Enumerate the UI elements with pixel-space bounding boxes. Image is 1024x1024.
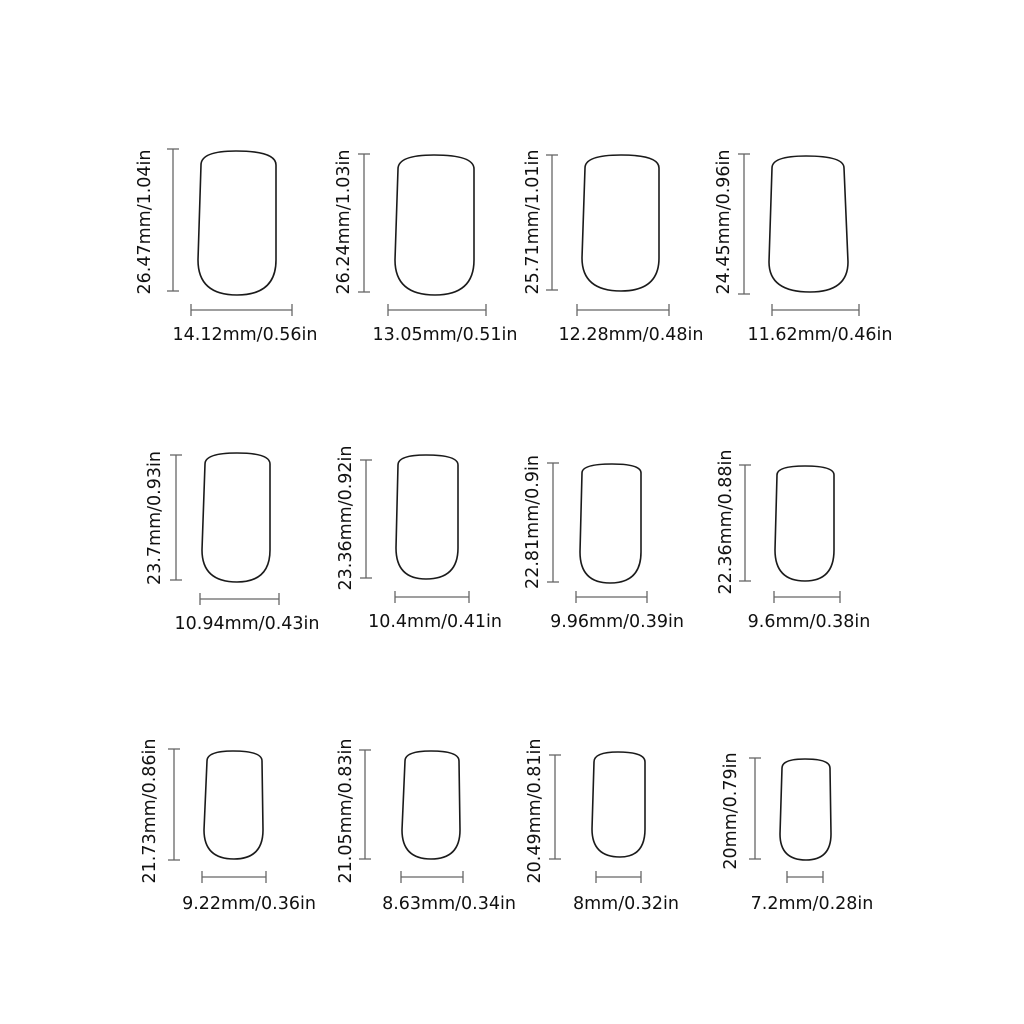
height-label: 26.24mm/1.03in: [334, 149, 354, 295]
width-dimension-line: [388, 304, 486, 316]
height-label: 23.36mm/0.92in: [336, 445, 356, 591]
nail-shape: [775, 466, 834, 581]
width-dimension-line: [576, 591, 647, 603]
nail-10: [336, 738, 516, 914]
nail-shape: [395, 155, 474, 295]
width-label: 10.4mm/0.41in: [368, 612, 502, 632]
height-dimension-line: [549, 755, 561, 859]
height-dimension-line: [359, 750, 371, 859]
width-label: 9.6mm/0.38in: [747, 612, 871, 632]
height-label: 25.71mm/1.01in: [523, 149, 543, 295]
nail-shape: [582, 155, 659, 291]
height-dimension-line: [546, 155, 558, 290]
height-dimension-line: [170, 455, 182, 580]
nail-3: [523, 149, 704, 345]
nail-shape: [202, 453, 270, 582]
width-dimension-line: [202, 871, 266, 883]
height-dimension-line: [168, 749, 180, 860]
height-dimension-line: [167, 149, 179, 291]
height-dimension-line: [360, 460, 372, 578]
nail-shape: [780, 759, 831, 860]
width-dimension-line: [577, 304, 669, 316]
height-dimension-line: [739, 465, 751, 581]
height-label: 26.47mm/1.04in: [135, 149, 155, 295]
nail-shape: [592, 752, 645, 857]
width-dimension-line: [774, 591, 840, 603]
nail-7: [523, 455, 684, 632]
nail-6: [336, 445, 502, 632]
nail-shape: [396, 455, 458, 579]
width-dimension-line: [200, 593, 279, 605]
nail-12: [721, 752, 873, 914]
height-dimension-line: [738, 154, 750, 294]
width-label: 8.63mm/0.34in: [382, 894, 516, 914]
width-label: 10.94mm/0.43in: [174, 614, 320, 634]
width-dimension-line: [772, 304, 859, 316]
width-dimension-line: [401, 871, 463, 883]
height-dimension-line: [358, 154, 370, 292]
nail-2: [334, 149, 518, 345]
nail-shape: [769, 156, 848, 292]
width-label: 9.22mm/0.36in: [182, 894, 316, 914]
height-label: 24.45mm/0.96in: [714, 149, 734, 295]
nail-8: [716, 449, 870, 632]
height-dimension-line: [547, 463, 559, 582]
nail-4: [714, 149, 893, 345]
height-label: 20.49mm/0.81in: [525, 738, 545, 884]
nail-9: [140, 738, 316, 914]
height-label: 22.81mm/0.9in: [523, 455, 543, 589]
width-label: 13.05mm/0.51in: [372, 325, 518, 345]
nail-5: [145, 451, 320, 634]
nail-shape: [402, 751, 460, 859]
width-label: 12.28mm/0.48in: [558, 325, 704, 345]
width-dimension-line: [596, 871, 641, 883]
height-dimension-line: [749, 758, 761, 859]
width-label: 14.12mm/0.56in: [172, 325, 318, 345]
nail-shape: [580, 464, 641, 583]
nail-11: [525, 738, 679, 914]
height-label: 22.36mm/0.88in: [716, 449, 736, 595]
width-label: 7.2mm/0.28in: [750, 894, 874, 914]
nail-1: [135, 149, 318, 345]
width-dimension-line: [787, 871, 823, 883]
height-label: 21.73mm/0.86in: [140, 738, 160, 884]
height-label: 23.7mm/0.93in: [145, 451, 165, 585]
nail-shape: [204, 751, 263, 859]
width-label: 9.96mm/0.39in: [550, 612, 684, 632]
width-label: 11.62mm/0.46in: [747, 325, 893, 345]
width-label: 8mm/0.32in: [572, 894, 680, 914]
height-label: 21.05mm/0.83in: [336, 738, 356, 884]
width-dimension-line: [395, 591, 469, 603]
height-label: 20mm/0.79in: [721, 752, 741, 870]
width-dimension-line: [191, 304, 292, 316]
nail-shape: [198, 151, 276, 295]
